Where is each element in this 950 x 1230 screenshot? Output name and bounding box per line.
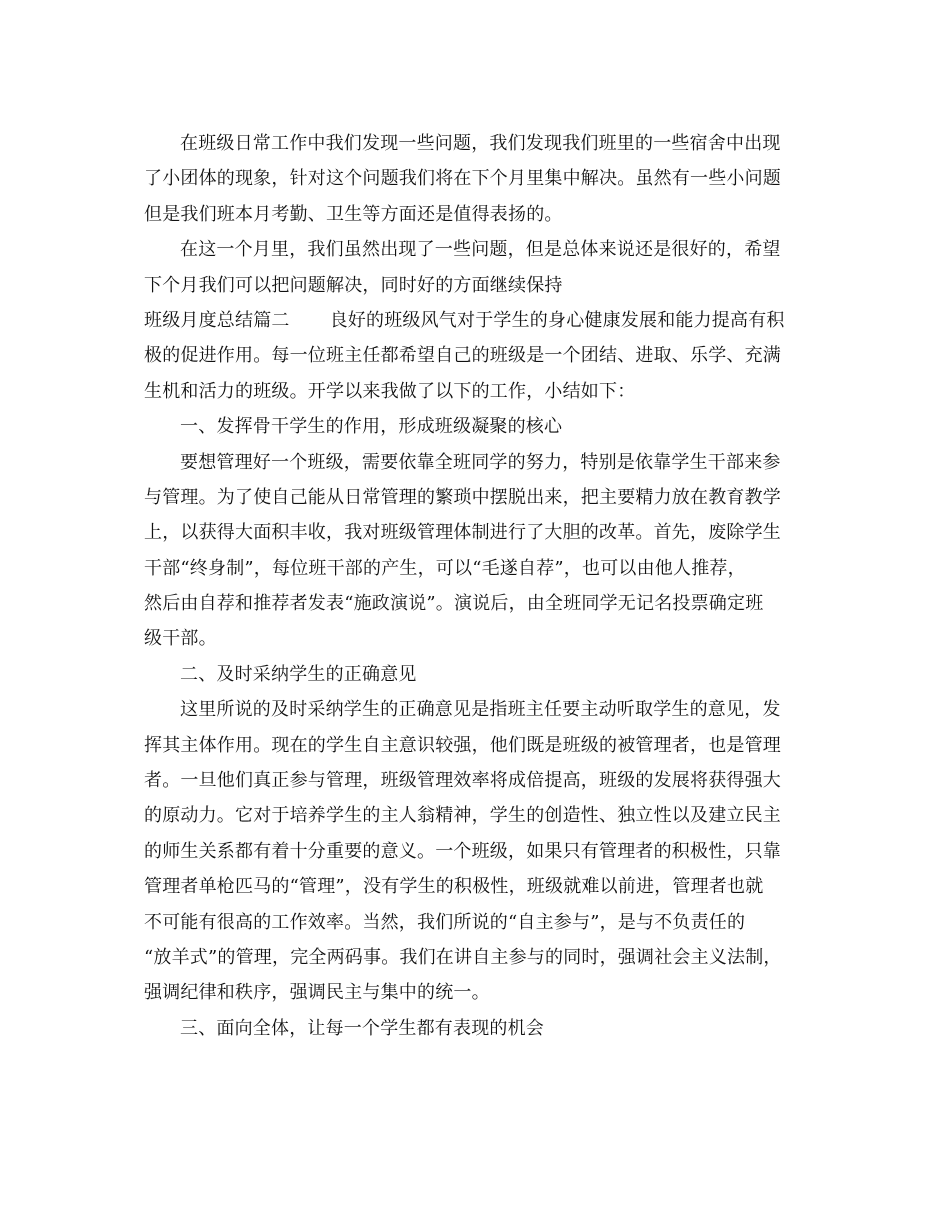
paragraph-line: 极的促进作用。每一位班主任都希望自己的班级是一个团结、进取、乐学、充满: [144, 345, 781, 367]
paragraph-line: 但是我们班本月考勤、卫生等方面还是值得表扬的。: [144, 203, 563, 225]
document-body: [144, 126, 806, 1046]
section-title: 班级月度总结篇二: [144, 309, 290, 331]
paragraph-line: 上，以获得大面积丰收，我对班级管理体制进行了大胆的改革。首先，废除学生: [144, 522, 781, 544]
paragraph-line: 的师生关系都有着十分重要的意义。一个班级，如果只有管理者的积极性，只靠: [144, 840, 781, 862]
paragraph-line: 在这一个月里，我们虽然出现了一些问题，但是总体来说还是很好的，希望: [180, 239, 781, 261]
paragraph-line: 的原动力。它对于培养学生的主人翁精神，学生的创造性、独立性以及建立民主: [144, 805, 781, 827]
paragraph-line: 不可能有很高的工作效率。当然，我们所说的“自主参与”，是与不负责任的: [144, 911, 746, 933]
paragraph-line: 管理者单枪匹马的“管理”，没有学生的积极性，班级就难以前进，管理者也就: [144, 876, 764, 898]
paragraph-text: 良好的班级风气对于学生的身心健康发展和能力提高有积: [329, 309, 785, 331]
paragraph-line: 与管理。为了使自己能从日常管理的繁琐中摆脱出来，把主要精力放在教育教学: [144, 486, 781, 508]
paragraph-line: 要想管理好一个班级，需要依靠全班同学的努力，特别是依靠学生干部来参: [180, 451, 781, 473]
paragraph-line: 强调纪律和秩序，强调民主与集中的统一。: [144, 982, 490, 1004]
paragraph-line: “放羊式”的管理，完全两码事。我们在讲自主参与的同时，强调社会主义法制，: [144, 946, 782, 968]
paragraph-line: 干部“终身制”，每位班干部的产生，可以“毛遂自荐”，也可以由他人推荐，: [144, 557, 746, 579]
heading-line: 三、面向全体，让每一个学生都有表现的机会: [180, 1017, 544, 1039]
section-title-line: [144, 303, 806, 338]
heading-line: 一、发挥骨干学生的作用，形成班级凝聚的核心: [180, 416, 563, 438]
paragraph-line: 生机和活力的班级。开学以来我做了以下的工作，小结如下：: [144, 380, 636, 402]
paragraph-line: 下个月我们可以把问题解决，同时好的方面继续保持: [144, 274, 563, 296]
paragraph-line: 挥其主体作用。现在的学生自主意识较强，他们既是班级的被管理者，也是管理: [144, 734, 781, 756]
paragraph-line: 在班级日常工作中我们发现一些问题，我们发现我们班里的一些宿舍中出现: [180, 133, 781, 154]
paragraph-line: 者。一旦他们真正参与管理，班级管理效率将成倍提高，班级的发展将获得强大: [144, 770, 781, 792]
paragraph-line: 了小团体的现象，针对这个问题我们将在下个月里集中解决。虽然有一些小问题: [144, 168, 781, 190]
heading-line: 二、及时采纳学生的正确意见: [180, 663, 417, 685]
paragraph-line: 这里所说的及时采纳学生的正确意见是指班主任要主动听取学生的意见，发: [180, 699, 781, 721]
paragraph-line: 然后由自荐和推荐者发表“施政演说”。演说后，由全班同学无记名投票确定班: [144, 593, 764, 615]
paragraph-line: 级干部。: [144, 628, 217, 650]
